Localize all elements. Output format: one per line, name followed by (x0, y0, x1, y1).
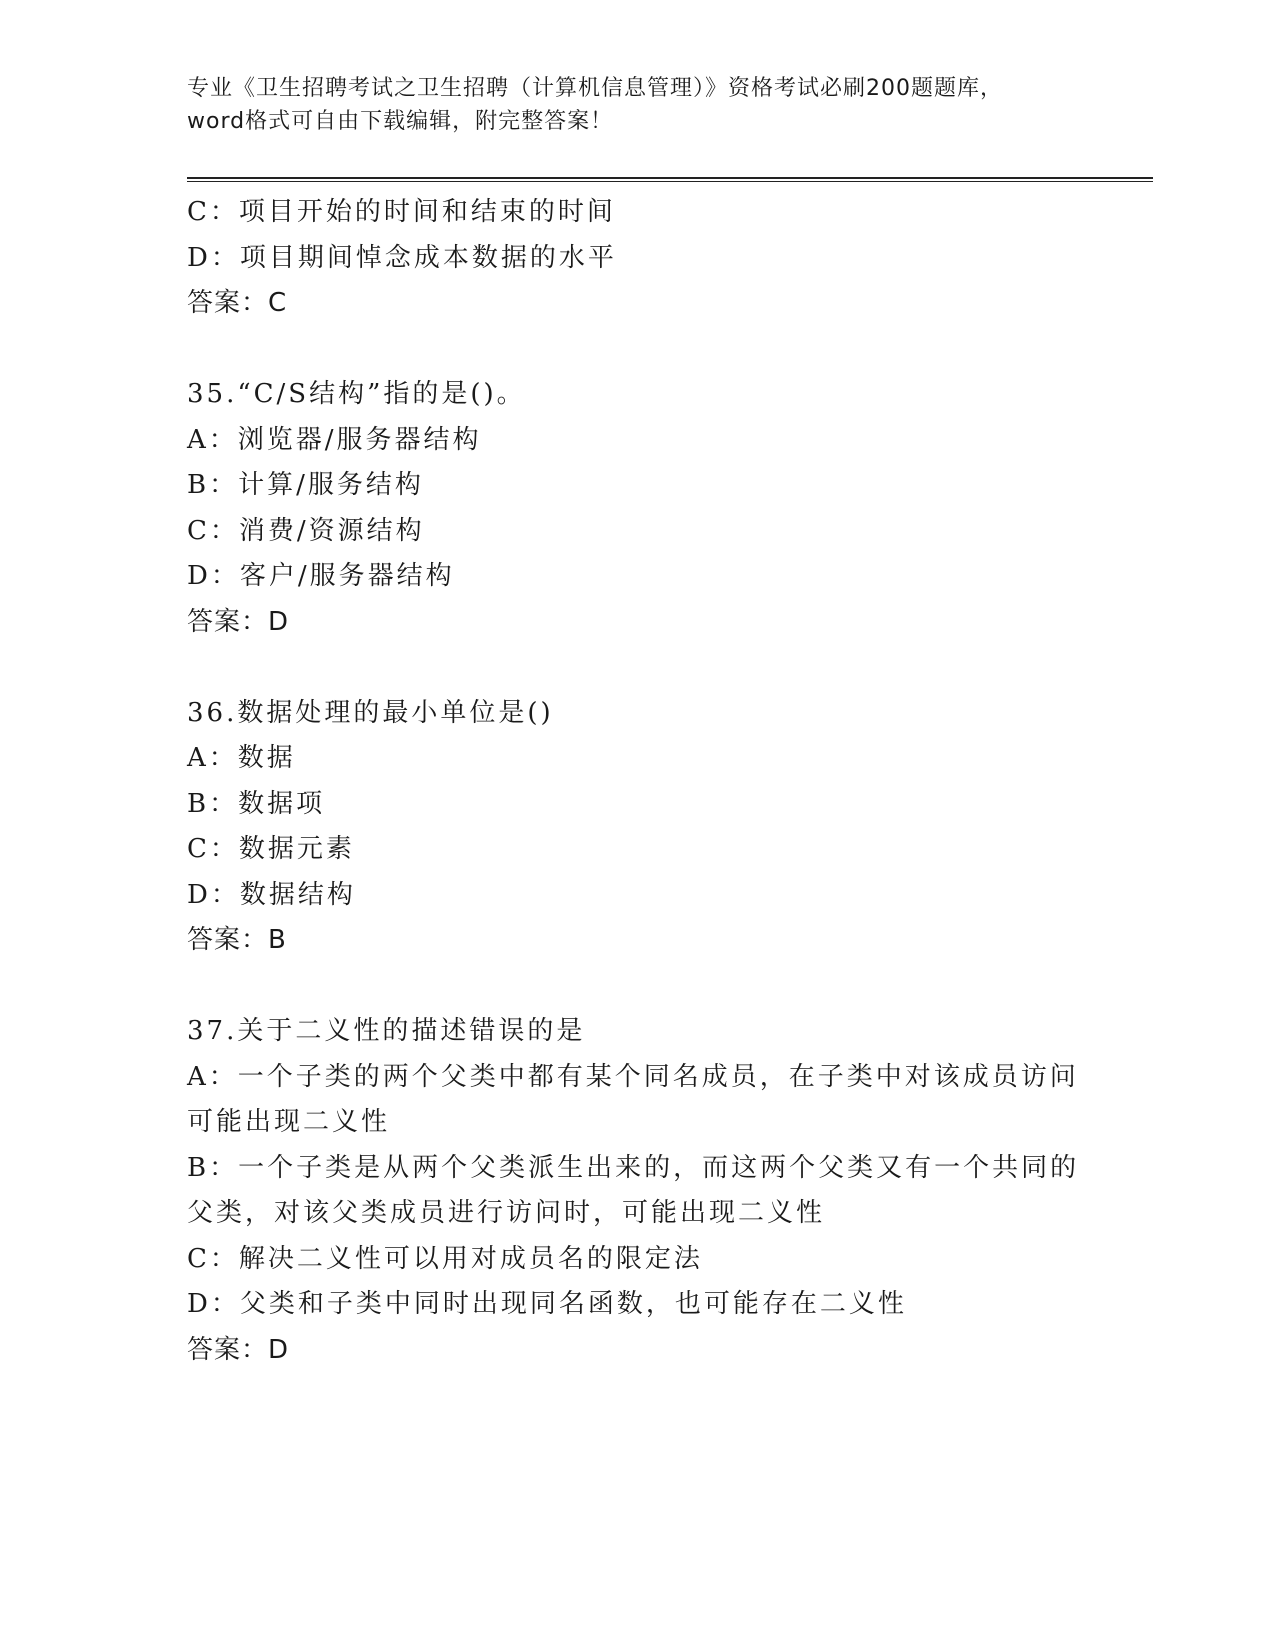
question-option-c: C：数据元素 (187, 834, 355, 864)
header-line-1: 专业《卫生招聘考试之卫生招聘（计算机信息管理）》资格考试必刷200题题库， (187, 76, 1003, 101)
question-35 (187, 372, 1087, 645)
spacer (187, 327, 1087, 373)
question-option-d: D：客户/服务器结构 (187, 561, 455, 591)
question-option-a: A：浏览器/服务器结构 (187, 424, 482, 455)
question-option-a: A：数据 (187, 743, 296, 773)
question-stem: 37.关于二义性的描述错误的是 (187, 1016, 586, 1046)
question-stem: 35.“C/S结构”指的是()。 (187, 379, 526, 409)
question-answer: 答案：B (187, 925, 287, 955)
header-line-2: word格式可自由下载编辑，附完整答案！ (187, 109, 614, 134)
carryover-option-c: C：项目开始的时间和结束的时间 (187, 197, 616, 227)
question-option-b: B：数据项 (187, 788, 326, 819)
document-body (187, 190, 1087, 1373)
question-36 (187, 691, 1087, 964)
carryover-answer: 答案：C (187, 288, 288, 318)
question-option-c: C：解决二义性可以用对成员名的限定法 (187, 1243, 703, 1274)
question-37 (187, 1009, 1087, 1373)
spacer (187, 964, 1087, 1010)
question-answer: 答案：D (187, 1334, 290, 1365)
carryover-option-d: D：项目期间悼念成本数据的水平 (187, 242, 617, 273)
question-option-d: D：数据结构 (187, 879, 356, 910)
question-option-d: D：父类和子类中同时出现同名函数，也可能存在二义性 (187, 1289, 907, 1319)
question-option-c: C：消费/资源结构 (187, 515, 425, 546)
header-divider (187, 177, 1153, 182)
document-header (187, 72, 1087, 138)
question-option-b: B：计算/服务结构 (187, 470, 424, 500)
question-option-b: B：一个子类是从两个父类派生出来的，而这两个父类又有一个共同的父类，对该父类成员进行访问时，可能出现二义性 (187, 1152, 1080, 1228)
question-stem: 36.数据处理的最小单位是() (187, 697, 554, 728)
question-option-a: A：一个子类的两个父类中都有某个同名成员，在子类中对该成员访问可能出现二义性 (187, 1061, 1079, 1137)
question-answer: 答案：D (187, 606, 290, 637)
spacer (187, 645, 1087, 691)
